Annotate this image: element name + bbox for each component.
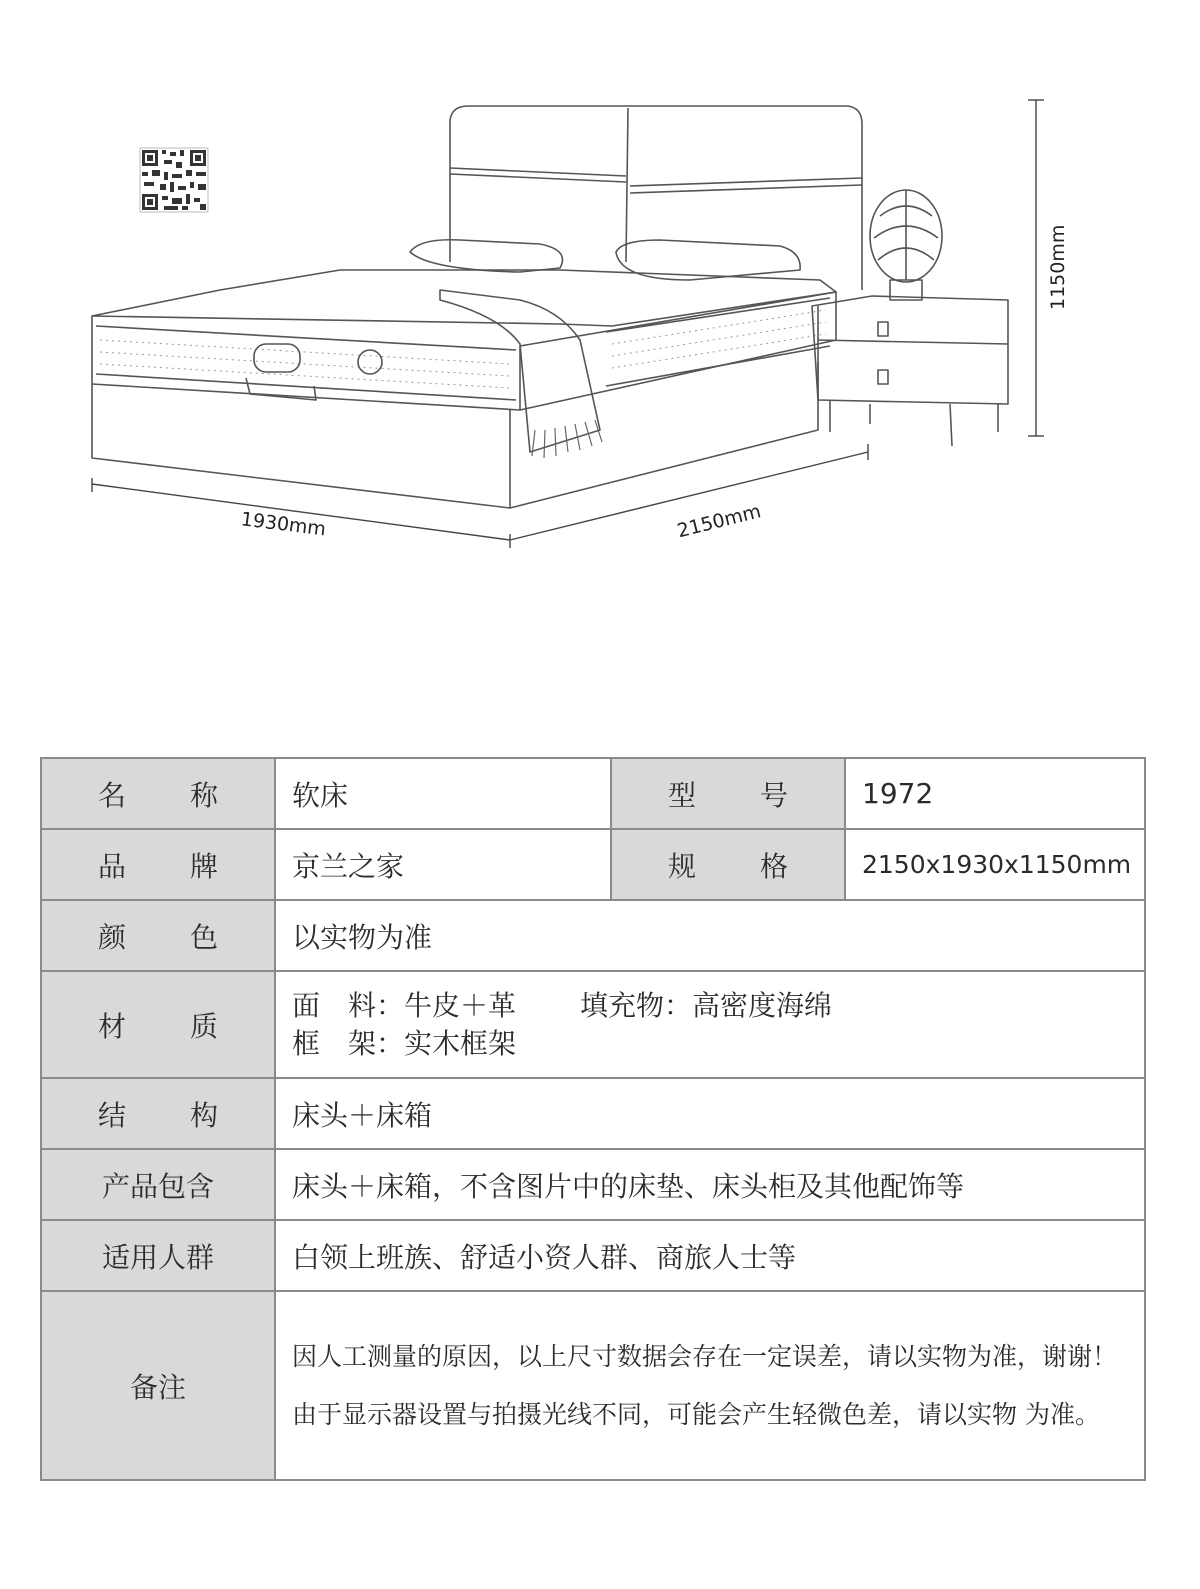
label-char: 构: [189, 1098, 218, 1132]
material-value-cell: [275, 971, 1145, 1078]
name-value: 软床: [275, 758, 611, 829]
label-char: 型: [668, 778, 697, 812]
includes-value: 床头＋床箱，不含图片中的床垫、床头柜及其他配饰等: [275, 1149, 1145, 1220]
qr-code-icon: [140, 148, 208, 212]
width-dimension-label: 1930mm: [239, 508, 328, 541]
length-dimension-label: 2150mm: [675, 500, 764, 543]
audience-label: 适用人群: [41, 1220, 275, 1291]
spec-row-structure: [41, 1078, 1145, 1149]
label-char: 号: [759, 778, 788, 812]
label-char: 品: [98, 849, 127, 883]
model-label-cell: [611, 758, 845, 829]
brand-label-cell: [41, 829, 275, 900]
spec-row-brand: [41, 829, 1145, 900]
size-label-cell: [611, 829, 845, 900]
spec-row-audience: [41, 1220, 1145, 1291]
label-char: 规: [668, 849, 697, 883]
notes-value-cell: [275, 1291, 1145, 1480]
material-filling: 填充物：高密度海绵: [580, 988, 833, 1022]
material-frame: 框 架：实木框架: [292, 1026, 517, 1060]
height-dimension-label: 1150mm: [1047, 224, 1069, 310]
name-label-cell: [41, 758, 275, 829]
spec-row-material: [41, 971, 1145, 1078]
label-char: 名: [98, 778, 127, 812]
notes-line-2: 由于显示器设置与拍摄光线不同，可能会产生轻微色差，请以实物 为准。: [292, 1399, 1100, 1429]
bed-line-drawing: [0, 0, 1200, 620]
brand-value: 京兰之家: [275, 829, 611, 900]
label-char: 结: [98, 1098, 127, 1132]
spec-table: [40, 757, 1146, 1481]
material-label-cell: [41, 971, 275, 1078]
size-value: 2150x1930x1150mm: [845, 829, 1145, 900]
includes-label: 产品包含: [41, 1149, 275, 1220]
spec-row-includes: [41, 1149, 1145, 1220]
structure-label-cell: [41, 1078, 275, 1149]
label-char: 质: [189, 1009, 218, 1043]
color-value: 以实物为准: [275, 900, 1145, 971]
notes-line-1: 因人工测量的原因，以上尺寸数据会存在一定误差，请以实物为准，谢谢！: [292, 1341, 1118, 1371]
material-fabric: 面 料：牛皮＋革: [292, 988, 517, 1022]
structure-value: 床头＋床箱: [275, 1078, 1145, 1149]
label-char: 色: [189, 920, 218, 954]
label-char: 称: [189, 778, 218, 812]
notes-label: 备注: [41, 1291, 275, 1480]
model-value: 1972: [845, 758, 1145, 829]
label-char: 颜: [98, 920, 127, 954]
spec-row-color: [41, 900, 1145, 971]
color-label-cell: [41, 900, 275, 971]
label-char: 牌: [189, 849, 218, 883]
spec-row-name: [41, 758, 1145, 829]
spec-row-notes: [41, 1291, 1145, 1480]
label-char: 材: [98, 1009, 127, 1043]
label-char: 格: [759, 849, 788, 883]
audience-value: 白领上班族、舒适小资人群、商旅人士等: [275, 1220, 1145, 1291]
